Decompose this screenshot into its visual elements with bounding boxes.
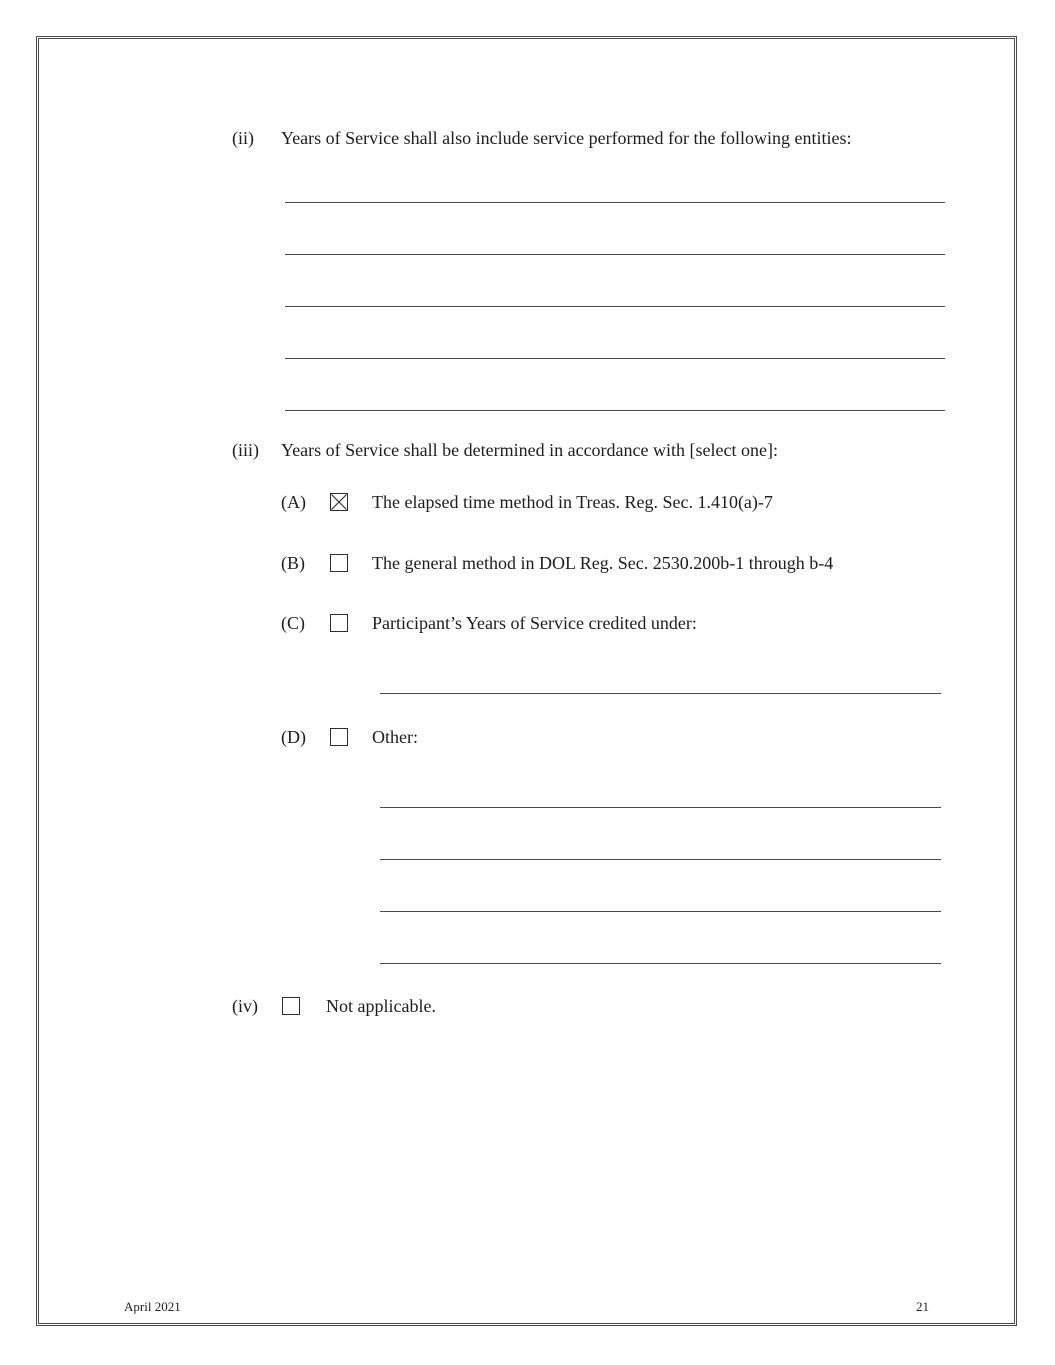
option-a-text: The elapsed time method in Treas. Reg. Sec. 1.410(a)-7 [372, 492, 773, 512]
item-iii-row [232, 439, 778, 461]
option-b-text: The general method in DOL Reg. Sec. 2530.200b-1 through b-4 [372, 553, 834, 573]
fill-in-line[interactable] [285, 202, 945, 203]
option-b-row [281, 552, 833, 574]
fill-in-line[interactable] [380, 859, 941, 860]
item-ii-fill-in-lines [285, 202, 945, 411]
option-a-label: (A) [281, 492, 306, 512]
item-iv-row [232, 995, 436, 1017]
option-d-checkbox[interactable] [330, 728, 348, 746]
option-c-text: Participant’s Years of Service credited under: [372, 613, 697, 633]
option-d-row [281, 726, 418, 748]
item-iii-text: Years of Service shall be determined in accordance with [select one]: [281, 440, 778, 460]
item-ii-row [232, 127, 852, 149]
footer-page-number: 21 [916, 1299, 929, 1314]
option-a-checkbox[interactable] [330, 493, 348, 511]
option-d-text: Other: [372, 727, 418, 747]
fill-in-line[interactable] [285, 358, 945, 359]
fill-in-line[interactable] [380, 963, 941, 964]
option-b-checkbox[interactable] [330, 554, 348, 572]
option-c-label: (C) [281, 613, 305, 633]
footer-date: April 2021 [124, 1299, 181, 1314]
x-mark-icon [331, 494, 347, 510]
fill-in-line[interactable] [380, 693, 941, 694]
fill-in-line[interactable] [285, 306, 945, 307]
option-a-row [281, 491, 773, 513]
option-c-fill-in-lines [380, 693, 941, 694]
item-ii-number: (ii) [232, 128, 254, 148]
option-c-checkbox[interactable] [330, 614, 348, 632]
item-iv-text: Not applicable. [326, 996, 436, 1016]
fill-in-line[interactable] [380, 807, 941, 808]
fill-in-line[interactable] [285, 254, 945, 255]
option-c-row [281, 612, 697, 634]
item-ii-text: Years of Service shall also include service performed for the following entities: [281, 128, 852, 148]
option-d-fill-in-lines [380, 807, 941, 964]
fill-in-line[interactable] [285, 410, 945, 411]
item-iv-number: (iv) [232, 996, 258, 1016]
option-d-label: (D) [281, 727, 306, 747]
fill-in-line[interactable] [380, 911, 941, 912]
item-iv-checkbox[interactable] [282, 997, 300, 1015]
item-iii-number: (iii) [232, 440, 259, 460]
option-b-label: (B) [281, 553, 305, 573]
